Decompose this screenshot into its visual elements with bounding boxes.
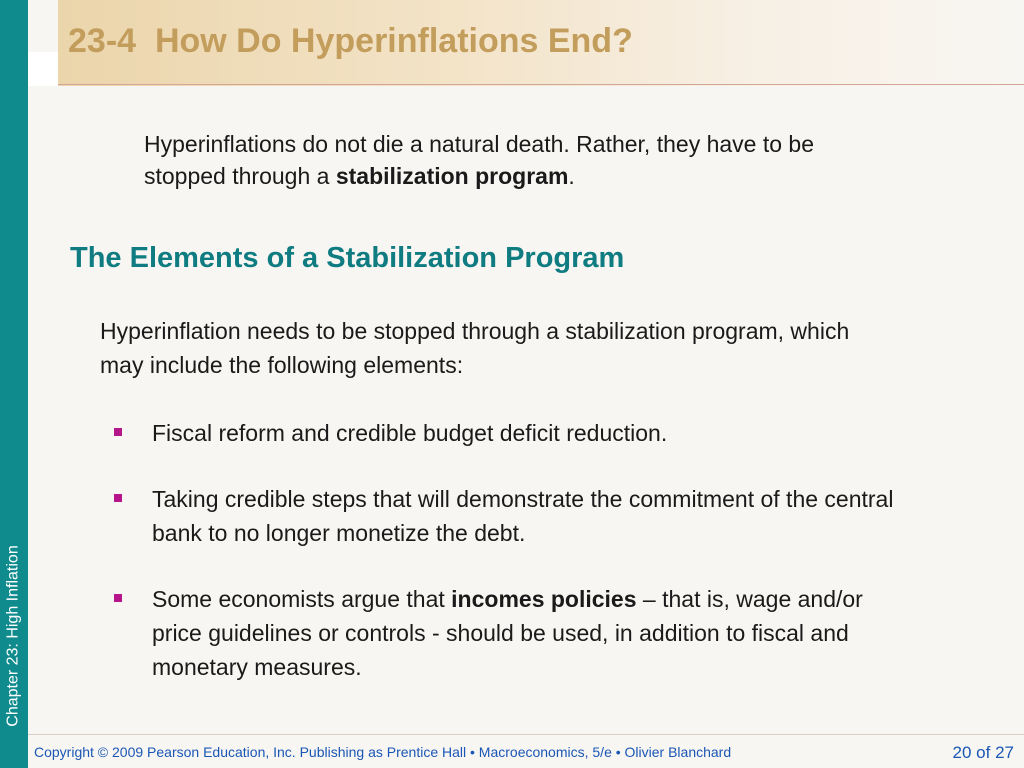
footer-divider <box>28 734 1024 735</box>
intro-paragraph <box>144 128 864 192</box>
intro-text: Hyperinflations do not die a natural death. Rather, they have to be stopped through a <box>144 131 814 189</box>
chapter-caption-text: Chapter 23: High Inflation <box>5 545 23 727</box>
intro-emphasis: stabilization program <box>335 163 569 189</box>
slide-title: 23-4 How Do Hyperinflations End? <box>68 22 633 60</box>
page-number: 20 of 27 <box>952 743 1014 762</box>
bullet-item <box>112 582 912 684</box>
bullet-square-icon <box>114 494 122 502</box>
bullet-item <box>112 482 912 550</box>
chapter-caption <box>3 516 25 756</box>
bullet-square-icon <box>114 428 122 436</box>
title-divider <box>58 84 1024 85</box>
footer-copyright: Copyright © 2009 Pearson Education, Inc. Publishing as Prentice Hall • Macroeconomics, 5/e • Olivier Blanchard <box>34 744 732 760</box>
bullet-text: Taking credible steps that will demonstrate the commitment of the central bank to no longer monetize the debt. <box>152 486 894 546</box>
bullet-emphasis: incomes policies <box>451 586 637 612</box>
bullet-text: Fiscal reform and credible budget deficit reduction. <box>152 420 668 446</box>
body-paragraph: Hyperinflation needs to be stopped through a stabilization program, which may include the following elements: <box>100 318 850 378</box>
title-band-notch <box>28 52 58 86</box>
bullet-item <box>112 416 912 450</box>
section-heading: The Elements of a Stabilization Program <box>70 242 625 274</box>
bullet-list <box>112 416 912 716</box>
intro-text-end: . <box>568 163 575 189</box>
bullet-text-end: – that is, wage and/or price guidelines or controls - should be used, in addition to fiscal and monetary measures. <box>152 586 863 680</box>
bullet-square-icon <box>114 594 122 602</box>
bullet-text: Some economists argue that <box>152 586 452 612</box>
